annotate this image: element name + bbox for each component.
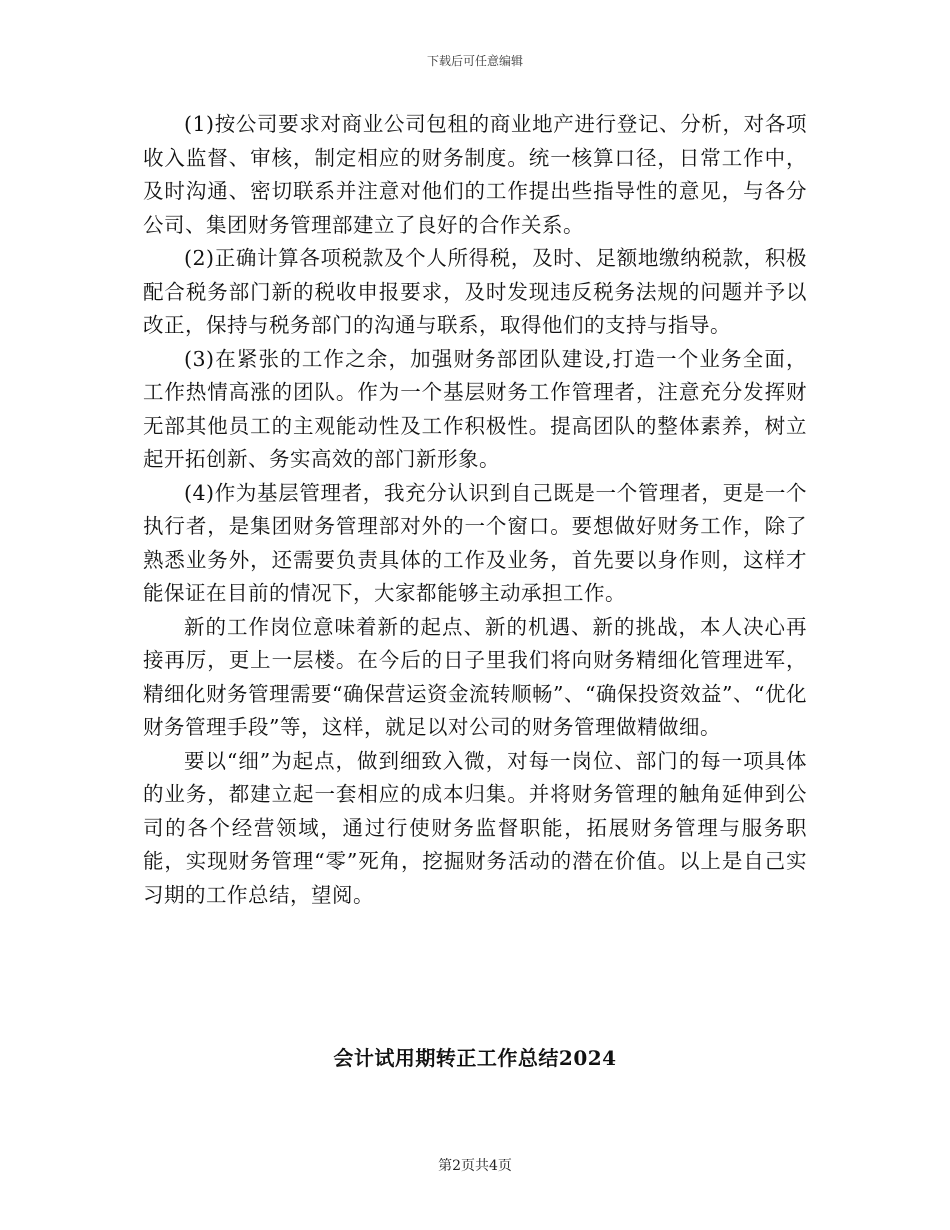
- paragraph-conclusion: 要以“细”为起点，做到细致入微，对每一岗位、部门的每一项具体的业务，都建立起一套相应的成本归集。并将财务管理的触角延伸到公司的各个经营领域，通过行使财务监督职能，拓展财务管理与服务职能，实现财务管理“零”死角，挖掘财务活动的潜在价值。以上是自己实习期的工作总结，望阅。: [143, 748, 807, 907]
- paragraph-item-2: (2)正确计算各项税款及个人所得税，及时、足额地缴纳税款，积极配合税务部门新的税收申报要求，及时发现违反税务法规的问题并予以改正，保持与税务部门的沟通与联系，取得他们的支持与指导。: [143, 246, 807, 337]
- section-title: 会计试用期转正工作总结2024: [333, 1046, 617, 1070]
- paragraph-item-1: (1)按公司要求对商业公司包租的商业地产进行登记、分析，对各项收入监督、审核，制定相应的财务制度。统一核算口径，日常工作中，及时沟通、密切联系并注意对他们的工作提出些指导性的意见，与各分公司、集团财务管理部建立了良好的合作关系。: [143, 112, 807, 237]
- paragraph-item-3: (3)在紧张的工作之余，加强财务部团队建设,打造一个业务全面，工作热情高涨的团队。作为一个基层财务工作管理者，注意充分发挥财无部其他员工的主观能动性及工作积极性。提高团队的整体素养，树立起开拓创新、务实高效的部门新形象。: [143, 346, 807, 471]
- page-header: 下载后可任意编辑: [426, 54, 523, 68]
- paragraph-outlook: 新的工作岗位意味着新的起点、新的机遇、新的挑战，本人决心再接再厉，更上一层楼。在今后的日子里我们将向财务精细化管理进军，精细化财务管理需要“确保营运资金流转顺畅”、“确保投资效益”、“优化财务管理手段”等，这样，就足以对公司的财务管理做精做细。: [143, 614, 807, 739]
- page-number: 第2页共4页: [438, 1158, 512, 1174]
- paragraph-item-4: (4)作为基层管理者，我充分认识到自己既是一个管理者，更是一个执行者，是集团财务管理部对外的一个窗口。要想做好财务工作，除了熟悉业务外，还需要负责具体的工作及业务，首先要以身作则，这样才能保证在目前的情况下，大家都能够主动承担工作。: [143, 480, 807, 605]
- document-body: [143, 108, 807, 912]
